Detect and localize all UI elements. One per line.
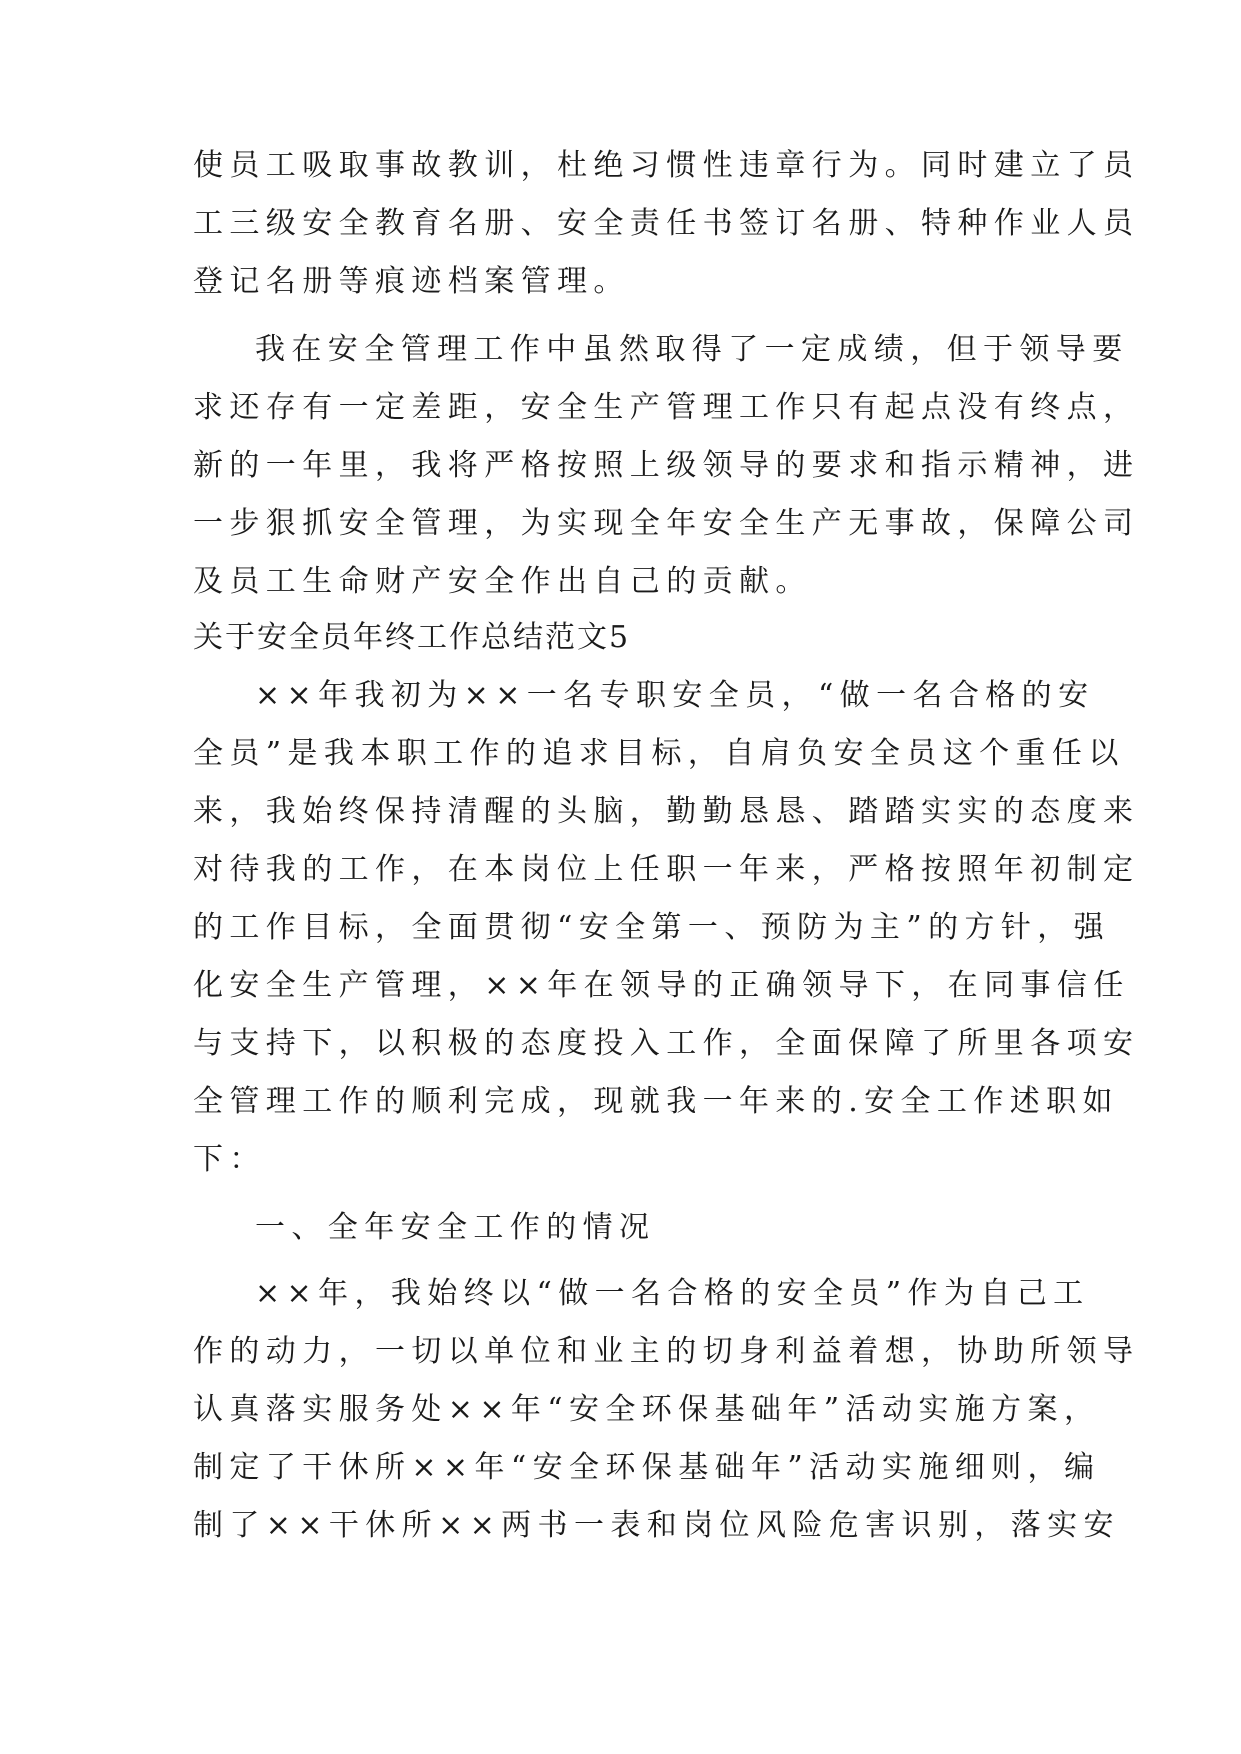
- paragraph-line: 的工作目标，全面贯彻“安全第一、预防为主”的方针，强: [193, 910, 1111, 945]
- paragraph-line: 一步狠抓安全管理，为实现全年安全生产无事故，保障公司: [193, 506, 1140, 541]
- paragraph-line: 工三级安全教育名册、安全责任书签订名册、特种作业人员: [193, 206, 1140, 241]
- paragraph-line: 登记名册等痕迹档案管理。: [193, 264, 630, 299]
- paragraph-line: 来，我始终保持清醒的头脑，勤勤恳恳、踏踏实实的态度来: [193, 794, 1140, 829]
- paragraph-line: 作的动力，一切以单位和业主的切身利益着想，协助所领导: [193, 1334, 1140, 1369]
- paragraph-line: 使员工吸取事故教训，杜绝习惯性违章行为。同时建立了员: [193, 148, 1140, 183]
- paragraph-line: 制定了干休所××年“安全环保基础年”活动实施细则，编: [193, 1450, 1101, 1485]
- paragraph-line: 制了××干休所××两书一表和岗位风险危害识别，落实安: [193, 1508, 1120, 1543]
- paragraph-line: 下：: [193, 1142, 266, 1177]
- paragraph-line: 与支持下，以积极的态度投入工作，全面保障了所里各项安: [193, 1026, 1140, 1061]
- paragraph-line: 全管理工作的顺利完成，现就我一年来的.安全工作述职如: [193, 1084, 1119, 1119]
- subsection-heading: 一、全年安全工作的情况: [255, 1210, 656, 1245]
- paragraph-line: 我在安全管理工作中虽然取得了一定成绩，但于领导要: [255, 332, 1129, 367]
- paragraph-line: 求还存有一定差距，安全生产管理工作只有起点没有终点，: [193, 390, 1140, 425]
- paragraph-line: 对待我的工作，在本岗位上任职一年来，严格按照年初制定: [193, 852, 1140, 887]
- paragraph-line: 新的一年里，我将严格按照上级领导的要求和指示精神，进: [193, 448, 1140, 483]
- paragraph-line: 化安全生产管理，××年在领导的正确领导下，在同事信任: [193, 968, 1130, 1003]
- paragraph-line: ××年我初为××一名专职安全员，“做一名合格的安: [255, 678, 1095, 713]
- paragraph-line: 全员”是我本职工作的追求目标，自肩负安全员这个重任以: [193, 736, 1125, 771]
- paragraph-line: 认真落实服务处××年“安全环保基础年”活动实施方案，: [193, 1392, 1101, 1427]
- paragraph-line: 及员工生命财产安全作出自己的贡献。: [193, 564, 812, 599]
- section-heading: 关于安全员年终工作总结范文5: [193, 620, 631, 655]
- paragraph-line: ××年，我始终以“做一名合格的安全员”作为自己工: [255, 1276, 1090, 1311]
